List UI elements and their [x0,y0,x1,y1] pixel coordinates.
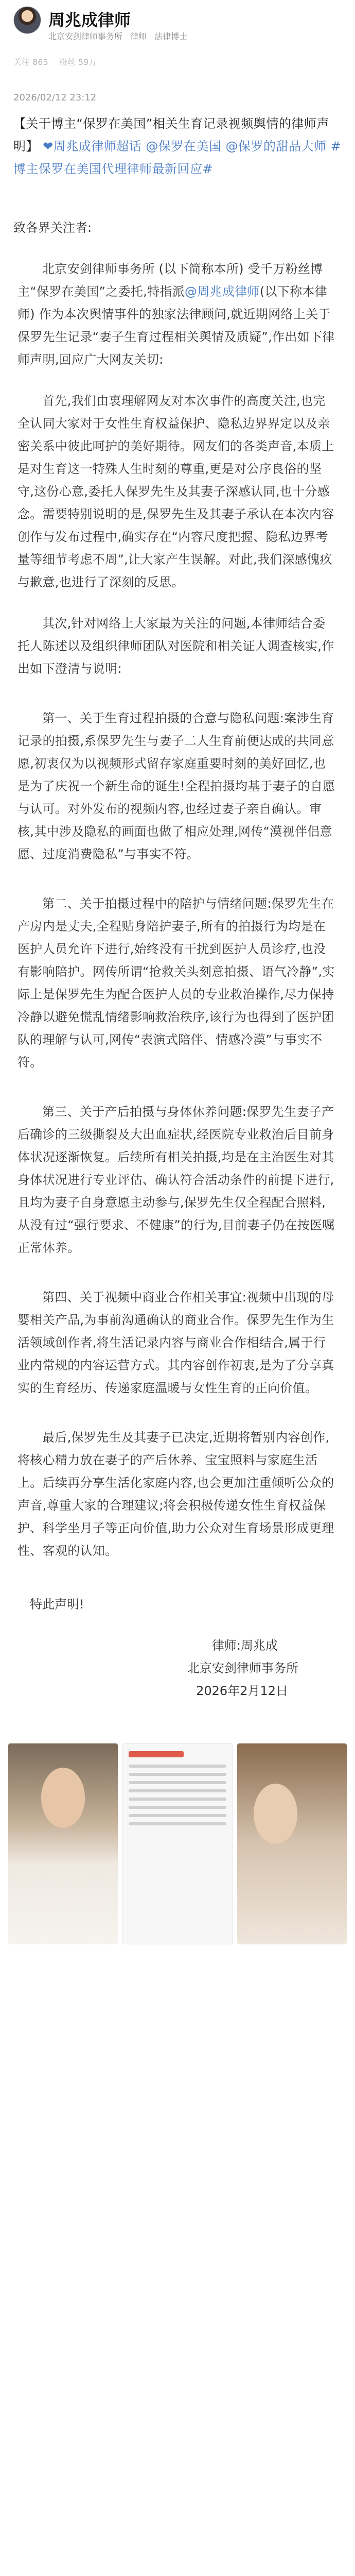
document-line [129,1822,226,1825]
author-stats [0,57,355,68]
paragraph-point-4: 第四、关于视频中商业合作相关事宜:视频中出现的母婴相关产品,为事前沟通确认的商业合作。保罗先生作为生活领域创作者,将生活记录内容与商业合作相结合,属于行业内常规的内容运营方式。其内容创作初衷,是为了分享真实的生育经历、传递家庭温暖与女性生育的正向价值。 [17,1290,334,1395]
person-figure [41,1768,85,1828]
document-header-bar [129,1751,184,1757]
document-line [129,1773,226,1776]
paragraph-point-2: 第二、关于拍摄过程中的陪护与情绪问题:保罗先生在产房内是丈夫,全程贴身陪护妻子,所有的拍摄行为均是在医护人员允许下进行,始终没有干扰到医护人员诊疗,也没有影响陪护。网传所谓“抢救关头刻意拍摄、语气冷静”,实际上是保罗先生为配合医护人员的专业救治操作,尽力保持冷静以避免慌乱情绪影响救治秩序,该行为也得到了医护团队的理解与认可,网传“表演式陪伴、情感冷漠”与事实不符。 [17,896,335,1070]
mention-dessert-master[interactable]: @保罗的甜品大师 [225,139,327,154]
mention-lawyer[interactable]: @周兆成律师 [185,284,260,299]
signature-firm: 北京安剑律师事务所 [187,1661,298,1675]
author-header [0,0,355,58]
paragraph-point-3: 第三、关于产后拍摄与身体休养问题:保罗先生妻子产后确诊的三级撕裂及大出血症状,经医院专业救治后目前身体状况逐渐恢复。后续所有相关拍摄,均是在主治医生对其身体状况进行专业评估、确认符合活动条件的前提下进行,且均为妻子自身意愿主动参与,保罗先生仅全程配合照料,从没有过“强行要求、不健康”的行为,目前妻子仍在按医嘱正常休养。 [17,1105,335,1255]
author-name[interactable]: 周兆成律师 [48,10,131,30]
image-grid [0,1743,355,1944]
post-title [0,112,355,180]
document-line [129,1765,226,1768]
paragraph-understanding: 首先,我们由衷理解网友对本次事件的高度关注,也完全认同大家对于女性生育权益保护、隐私边界界定以及亲密关系中彼此呵护的美好期待。网友们的各类声音,本质上是对生育这一特殊人生时刻的尊重,更是对公序良俗的坚守,这份心意,委托人保罗先生及其妻子深感认同,也十分感念。需要特别说明的是,保罗先生及其妻子承认在本次内容创作与发布过程中,确实存在“内容尺度把握、隐私边界考量等细节考虑不周”,让大家产生误解。对此,我们深感愧疚与歉意,也进行了深刻的反思。 [17,394,334,589]
news-photo-thumbnail[interactable] [8,1743,118,1944]
author-degree: 法律博士 [154,31,188,41]
mention-paul[interactable]: @保罗在美国 [146,139,222,154]
hashtag-response[interactable]: #博主保罗在美国代理律师最新回应# [13,139,342,176]
document-line [129,1798,226,1801]
paragraph-point-1: 第一、关于生育过程拍摄的合意与隐私问题:案涉生育记录的拍摄,系保罗先生与妻子二人生育前便达成的共同意愿,初衷仅为以视频形式留存家庭重要时刻的美好回忆,也是为了庆祝一个新生命的诞生!全程拍摄均基于妻子的自愿与认可。对外发布的视频内容,也经过妻子亲自确认。审核,其中涉及隐私的画面也做了相应处理,网传“漠视伴侣意愿、过度消费隐私”与事实不符。 [17,711,335,861]
author-info [48,6,192,42]
person-figure [254,1784,297,1844]
avatar[interactable] [13,6,41,34]
statement-document-thumbnail[interactable] [122,1743,233,1944]
document-line [129,1789,226,1792]
following-count: 关注 865 [13,57,48,67]
document-line [129,1814,226,1817]
author-org: 北京安剑律师事务所 [48,31,123,41]
paragraph-clarification: 其次,针对网络上大家最为关注的问题,本律师结合委托人陈述以及组织律师团队对医院和相关证人调查核实,作出如下澄清与说明: [17,616,334,676]
post-date: 2026/02/12 23:12 [13,92,97,103]
fans-count: 粉丝 59万 [59,57,97,67]
closing: 特此声明! [30,1597,84,1612]
document-line [129,1806,226,1809]
signature-lawyer: 律师:周兆成 [211,1638,278,1653]
title-text: 【关于博主“保罗在美国”相关生育记录视频舆情的律师声明】 [13,116,329,154]
family-photo-thumbnail[interactable] [237,1743,347,1944]
signature-block [0,1634,355,1702]
intro-suffix: (以下称本律师) 作为本次舆情事件的独家法律顾问,就近期网络上关于保罗先生记录“妻子生育过程相关舆情及质疑”,作出如下律师声明,回应广大网友关切: [17,284,335,367]
author-role: 律师 [130,31,147,41]
document-line [129,1781,226,1784]
intro-prefix: 北京安剑律师事务所 (以下简称本所) 受千万粉丝博主“保罗在美国”之委托,特指派 [17,262,323,299]
salutation: 致各界关注者: [13,221,92,235]
tag-super-topic[interactable]: ❤周兆成律师超话 [43,139,142,154]
author-verification [48,31,192,42]
signature-date: 2026年2月12日 [196,1684,288,1698]
paragraph-intro [0,258,355,371]
paragraph-final: 最后,保罗先生及其妻子已决定,近期将暂别内容创作,将核心精力放在妻子的产后休养、宝宝照料与家庭生活上。后续再分享生活化家庭内容,也会更加注重倾听公众的声音,尊重大家的合理建议;将会积极传递女性生育权益保护、科学坐月子等正向价值,助力公众对生育场景形成更理性、客观的认知。 [17,1430,334,1558]
